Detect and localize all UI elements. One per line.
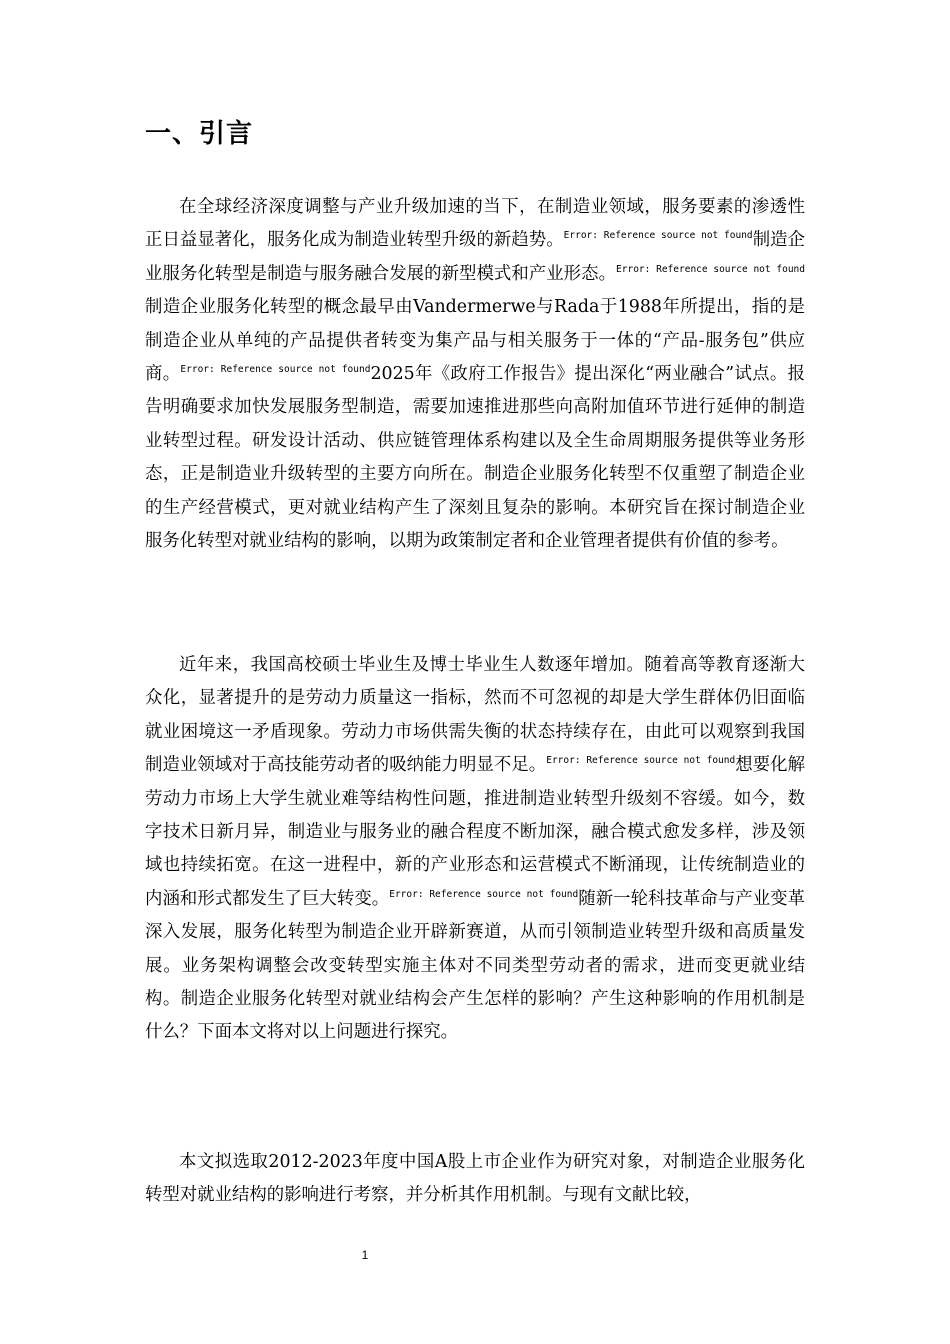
paragraph-3 (145, 1146, 805, 1213)
citation-error: Error: Reference source not found (563, 230, 753, 242)
section-heading: 一、引言 (145, 119, 254, 149)
citation-error: Error: Reference source not found (180, 364, 371, 376)
citation-error: Error: Reference source not found (389, 889, 579, 901)
citation-error: Error: Reference source not found (616, 264, 805, 276)
paragraph-text: 近年来，我国高校硕士毕业生及博士毕业生人数逐年增加。随着高等教育逐渐大众化，显著提升的是劳动力质量这一指标，然而不可忽视的却是大学生群体仍旧面临就业困境这一矛盾现象。劳动力市场供需失衡的状态持续存在，由此可以观察到我国制造业领域对于高技能劳动者的吸纳能力明显不足。 (145, 655, 805, 776)
paragraph-2 (145, 649, 805, 1050)
page-number: 1 (361, 1248, 369, 1262)
citation-error: Error: Reference source not found (546, 755, 736, 767)
paragraph-text: 随新一轮科技革命与产业变革深入发展，服务化转型为制造企业开辟新赛道，从而引领制造业转型升级和高质量发展。业务架构调整会改变转型实施主体对不同类型劳动者的需求，进而变更就业结构。制造企业服务化转型对就业结构会产生怎样的影响？产生这种影响的作用机制是什么？下面本文将对以上问题进行探究。 (145, 888, 805, 1043)
paragraph-1 (145, 191, 805, 558)
paragraph-text: 在全球经济深度调整与产业升级加速的当下，在制造业领域，服务要素的渗透性正日益显著化，服务化成为制造业转型升级的新趋势。 (145, 197, 805, 251)
paragraph-text: 想要化解劳动力市场上大学生就业难等结构性问题，推进制造业转型升级刻不容缓。如今，数字技术日新月异，制造业与服务业的融合程度不断加深，融合模式愈发多样，涉及领域也持续拓宽。在这一进程中，新的产业形态和运营模式不断涌现，让传统制造业的内涵和形式都发生了巨大转变。 (145, 755, 805, 909)
paragraph-text: 本文拟选取2012-2023年度中国A股上市企业作为研究对象，对制造企业服务化转型对就业结构的影响进行考察，并分析其作用机制。与现有文献比较， (145, 1152, 805, 1206)
paragraph-text: 制造企业服务化转型是制造与服务融合发展的新型模式和产业形态。 (145, 230, 805, 284)
paragraph-text: 2025年《政府工作报告》提出深化“两业融合”试点。报告明确要求加快发展服务型制造，需要加速推进那些向高附加值环节进行延伸的制造业转型过程。研发设计活动、供应链管理体系构建以及全生命周期服务提供等业务形态，正是制造业升级转型的主要方向所在。制造企业服务化转型不仅重塑了制造企业的生产经营模式，更对就业结构产生了深刻且复杂的影响。本研究旨在探讨制造企业服务化转型对就业结构的影响，以期为政策制定者和企业管理者提供有价值的参考。 (145, 364, 805, 552)
paragraph-text: 制造企业服务化转型的概念最早由Vandermerwe与Rada于1988年所提出，指的是制造企业从单纯的产品提供者转变为集产品与相关服务于一体的“产品-服务包”供应商。 (145, 297, 805, 385)
